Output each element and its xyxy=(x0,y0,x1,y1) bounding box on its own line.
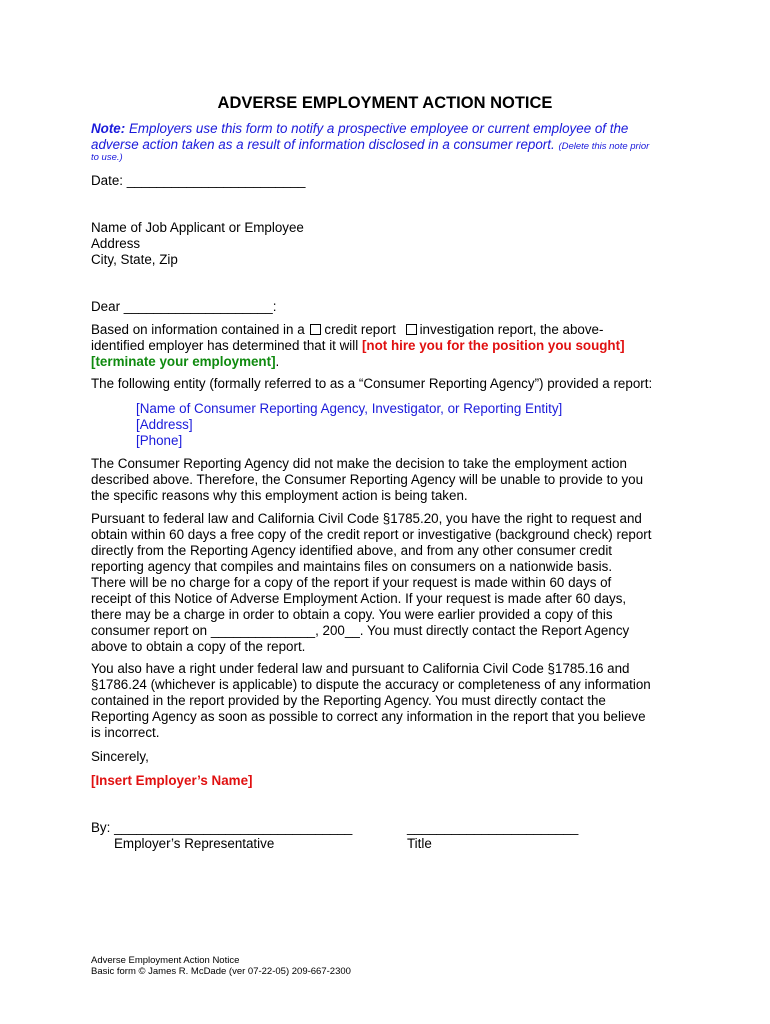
para5-line: §1786.24 (whichever is applicable) to dispute the accuracy or completeness of any information xyxy=(91,677,651,692)
para5-line: is incorrect. xyxy=(91,725,160,740)
recipient-city: City, State, Zip xyxy=(91,252,178,267)
title-label: Title xyxy=(407,836,432,851)
para3-line: The Consumer Reporting Agency did not make the decision to take the employment action xyxy=(91,456,627,471)
para3-line: described above. Therefore, the Consumer Reporting Agency will be unable to provide to you xyxy=(91,472,644,487)
agency-name: [Name of Consumer Reporting Agency, Investigator, or Reporting Entity] xyxy=(136,401,563,416)
agency-phone: [Phone] xyxy=(136,433,183,448)
para3-line: the specific reasons why this employment action is being taken. xyxy=(91,488,468,503)
para4-line: Pursuant to federal law and California Civil Code §1785.20, you have the right to request and xyxy=(91,511,642,526)
employer-name-placeholder: [Insert Employer’s Name] xyxy=(91,773,253,788)
paragraph-entity: The following entity (formally referred to as a “Consumer Reporting Agency”) provided a report: xyxy=(91,376,653,391)
investigation-report-checkbox[interactable] xyxy=(406,324,417,335)
paragraph-determination xyxy=(91,322,625,370)
document-title: ADVERSE EMPLOYMENT ACTION NOTICE xyxy=(217,94,553,112)
paragraph-dispute xyxy=(91,661,651,741)
para4-line: There will be no charge for a copy of the report if your request is made within 60 days of xyxy=(91,575,612,590)
paragraph-decision xyxy=(91,456,643,504)
para1-intro: Based on information contained in a xyxy=(91,322,305,337)
closing: Sincerely, xyxy=(91,749,149,764)
para4-line: reporting agency that compiles and maintains files on consumers on a nationwide basis. xyxy=(91,559,613,574)
para4-line: obtain within 60 days a free copy of the credit report or investigative (background check) report xyxy=(91,527,652,542)
note-line-1: Employers use this form to notify a prospective employee or current employee of the xyxy=(128,121,629,136)
recipient-name: Name of Job Applicant or Employee xyxy=(91,220,304,235)
signature-by-line[interactable]: By: ________________________________ xyxy=(91,820,353,835)
salutation[interactable]: Dear ____________________: xyxy=(91,299,277,314)
agency-address: [Address] xyxy=(136,417,193,432)
delete-note-a: (Delete this note prior xyxy=(558,141,650,152)
para5-line: Reporting Agency as soon as possible to correct any information in the report that you believe xyxy=(91,709,646,724)
para1-period: . xyxy=(275,354,280,369)
paragraph-rights xyxy=(91,511,651,655)
instruction-note xyxy=(91,121,649,155)
para4-line: above to obtain a copy of the report. xyxy=(91,639,306,654)
note-label: Note: xyxy=(91,121,126,136)
agency-block xyxy=(136,401,562,449)
investigation-report-label: investigation report, the above- xyxy=(419,322,604,337)
delete-note-b: to use.) xyxy=(91,152,123,163)
terminate-option: [terminate your employment] xyxy=(91,354,276,369)
recipient-block xyxy=(91,220,304,268)
para1-determination: identified employer has determined that it will xyxy=(91,338,359,353)
footer-line-1: Adverse Employment Action Notice xyxy=(91,955,240,966)
para4-line: receipt of this Notice of Adverse Employment Action. If your request is made after 60 days, xyxy=(91,591,627,606)
para5-line: You also have a right under federal law and pursuant to California Civil Code §1785.16 and xyxy=(91,661,630,676)
para4-line: there may be a charge in order to obtain a copy. You were earlier provided a copy of this xyxy=(91,607,613,622)
credit-report-label: credit report xyxy=(324,322,396,337)
signature-title-line[interactable]: _______________________ xyxy=(407,820,579,835)
not-hire-option: [not hire you for the position you sought] xyxy=(361,338,625,353)
date-field[interactable]: Date: ________________________ xyxy=(91,173,306,188)
footer xyxy=(91,955,351,977)
para4-line: directly from the Reporting Agency identified above, and from any other consumer credit xyxy=(91,543,613,558)
footer-line-2: Basic form © James R. McDade (ver 07-22-05) 209-667-2300 xyxy=(91,966,351,977)
note-line-2: adverse action taken as a result of information disclosed in a consumer report. xyxy=(91,137,555,152)
credit-report-checkbox[interactable] xyxy=(310,324,321,335)
recipient-address: Address xyxy=(91,236,141,251)
para5-line: contained in the report provided by the Reporting Agency. You must directly contact the xyxy=(91,693,606,708)
representative-label: Employer’s Representative xyxy=(114,836,275,851)
para4-line: consumer report on ______________, 200__. You must directly contact the Report Agency xyxy=(91,623,630,638)
